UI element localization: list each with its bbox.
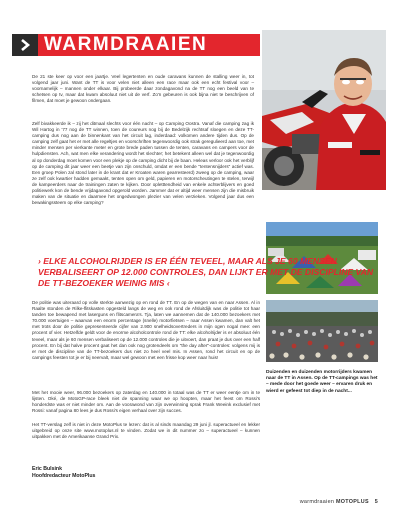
banner-chevron-box <box>12 34 38 56</box>
page-number: 5 <box>374 499 378 505</box>
pull-quote-text: ELKE ALCOHOLRIJDER IS ER ÉÉN TEVEEL, MAAR ALS JE 60 MENSEN VERBALISEERT OP 12.000 CONTROLES, DAN LIJKT ER MET DE DISCIPLINE VAN DE TT-BEZOEKER WEINIG MIS <box>38 256 374 288</box>
section-banner <box>12 34 260 56</box>
quote-open-marker: › <box>38 256 41 266</box>
body-paragraph-3: Het TT-verslag zelf is niet in deze MotoPlus te lezen: dat is al sinds maandag 29 juni jl. superactueel en lekker uitgebreid op onze site www.motoplus.nl te vinden. Zodat we in dit nummer zo – superactueel – kunnen uitpakken met de Amerikaanse Grand Prix. <box>32 422 260 440</box>
quote-close-marker: ‹ <box>166 278 170 288</box>
author-motorcycle-photo <box>262 30 386 190</box>
footer-section: warmdraaien <box>299 499 335 505</box>
intro-paragraph-2: Zelf bivakkeerde ik – zij het ditmaal slechts voor één nacht – op Camping Oostra. Vanaf die camping zag ik Wil Hartog in '77 nog de TT winnen, toen de coureurs nog bij de Bedelzijk rechtsaf sloegen en deze TT-camping dus nog aan de binnenkant van het circuit lag, inderdaad: volkomen andere tijden dus. Op de camping zelf gaat het er met alle regeltjes en voorschriften tegenwoordig ook strak geregulieerd aan toe, met minder mensen per vierkante meter en grote brede paden tussen de tenten, caravans en campers voor de hulpdiensten. Ach, wat men elke verandering wordt het slechter; het betekent alleen wel dat je tegenwoordig al op donderdag moet komen voor een plekje op de camping dicht bij de baan. Heleas verloor ook het verblijf op de camping dit jaar weer een beetje van zijn onschuld, omdat er een bende "tentensnijders" actief was. Een groep Polen zal stond later in de krant dat er Kroaten waren gearresteerd) zweeg op de camping, waar ze zelf ook kwartier hadden gemaakt, tenten open om geld, papieren en motorscheutingen te stelen, terwijl de kampeerders naar de trainingen zaten te kijken. Door opletttendheid van enkele achterblijvers en goed politiewerk kon de bende vrijdagavond opgerold worden. Jammer dat er altijd weer mensen zijn die misbruik maken van de situatie en daarmee het ongedwongen plezier van velen verzieken. Volgend jaar dus een bewakingssteem op elke camping? <box>32 121 254 206</box>
author-name: Eric Bulsink <box>32 466 62 472</box>
body-paragraph-1: De politie was uiteraard op volle sterkte aanwezig op en rond de TT. En op de wegen van en naar Assen. Al in Raalte stonden de Rilke-flitskasten opgesteld langs de weg en ook rond de Afsluitdijk was de politie tot haar tanden toe bewapend met laserguns en flitscamera's. Tja, laten we aannemen dat de 140.000 bezoekers met 70.000 voertuigen – waarvan een enorm percentage (snelle) motorfietsen – naar Assen kwamen, dan valt het met trots door de politie gepresenteerde cijfer van 2.900 snelheidsovertreders in mijn ogen nogal mee: een procent of vier. Hetzelfde geldt voor de enorme alcoholcontrole rond de TT: elke alcoholrijder is er absoluut één teveel, maar als je 60 mensen verbaliseert op de 12.000 controles die je uitvoert, dan praat je dus over een half procent. En bij dat halve procent gaat het dan ook nog grotendeels om "the day after"-controles: volgens mij is er met de discipline van de TT-bezoekers dus niet zo heel veel mis. In Assen, rond het circuit en op de campings feesten tot je er bij neervalt, maar wel gewoon met een frisse kop weer naar huis! <box>32 300 260 360</box>
crowd-photo <box>266 300 378 362</box>
author-role: Hoofdredacteur MotoPlus <box>32 473 96 479</box>
intro-paragraph-1: De 21 ste keer op voor een jaartje. Veel legertenten en oude caravans kunnen de stalling weer in, tot volgend jaar juni. Want de TT is voor velen niet alleen een race maar ook een echt festival voor – voornamelijk – mannen onder elkaar. Bij probeerde daar zondagavond na de TT nog een beeld van te schetsen op tv, maar dat kwam absoluut niet uit de verf. Zo'n gebeuren is ook bijna niet te beschrijven of filmen, dat moet je gewoon ondergaan. <box>32 74 254 104</box>
page-title: WARMDRAAIEN <box>44 34 208 55</box>
pull-quote <box>38 256 378 289</box>
author-block <box>32 466 95 480</box>
photo-caption: Duizenden en duizenden motorrijders kwamen naar de TT in Assen. Op de TT-campings was het – mede door het goede weer – ervaren druk en wierd er gefeest tot diep in de nacht... <box>266 370 378 394</box>
footer-magazine: MOTOPLUS <box>336 499 369 505</box>
page-footer <box>300 499 378 505</box>
body-paragraph-2: Met het mooie weer, 96.000 bezoekers op zaterdag en 140.000 in totaal was de TT er weer eentje om in te lijsten. Oké, de MotoGP-race bleek niet de spanning waar we op hoopten, maar het feest om Rossi's honderdste was er niet minder om. Aan de voorawond van zijn overwinning sprak Frank Weeink exclusief met Rossi: vanaf pagina 80 lees je dus Rossi's eigen verhaal over zijn succes. <box>32 390 260 414</box>
chevron-right-icon <box>18 38 32 52</box>
